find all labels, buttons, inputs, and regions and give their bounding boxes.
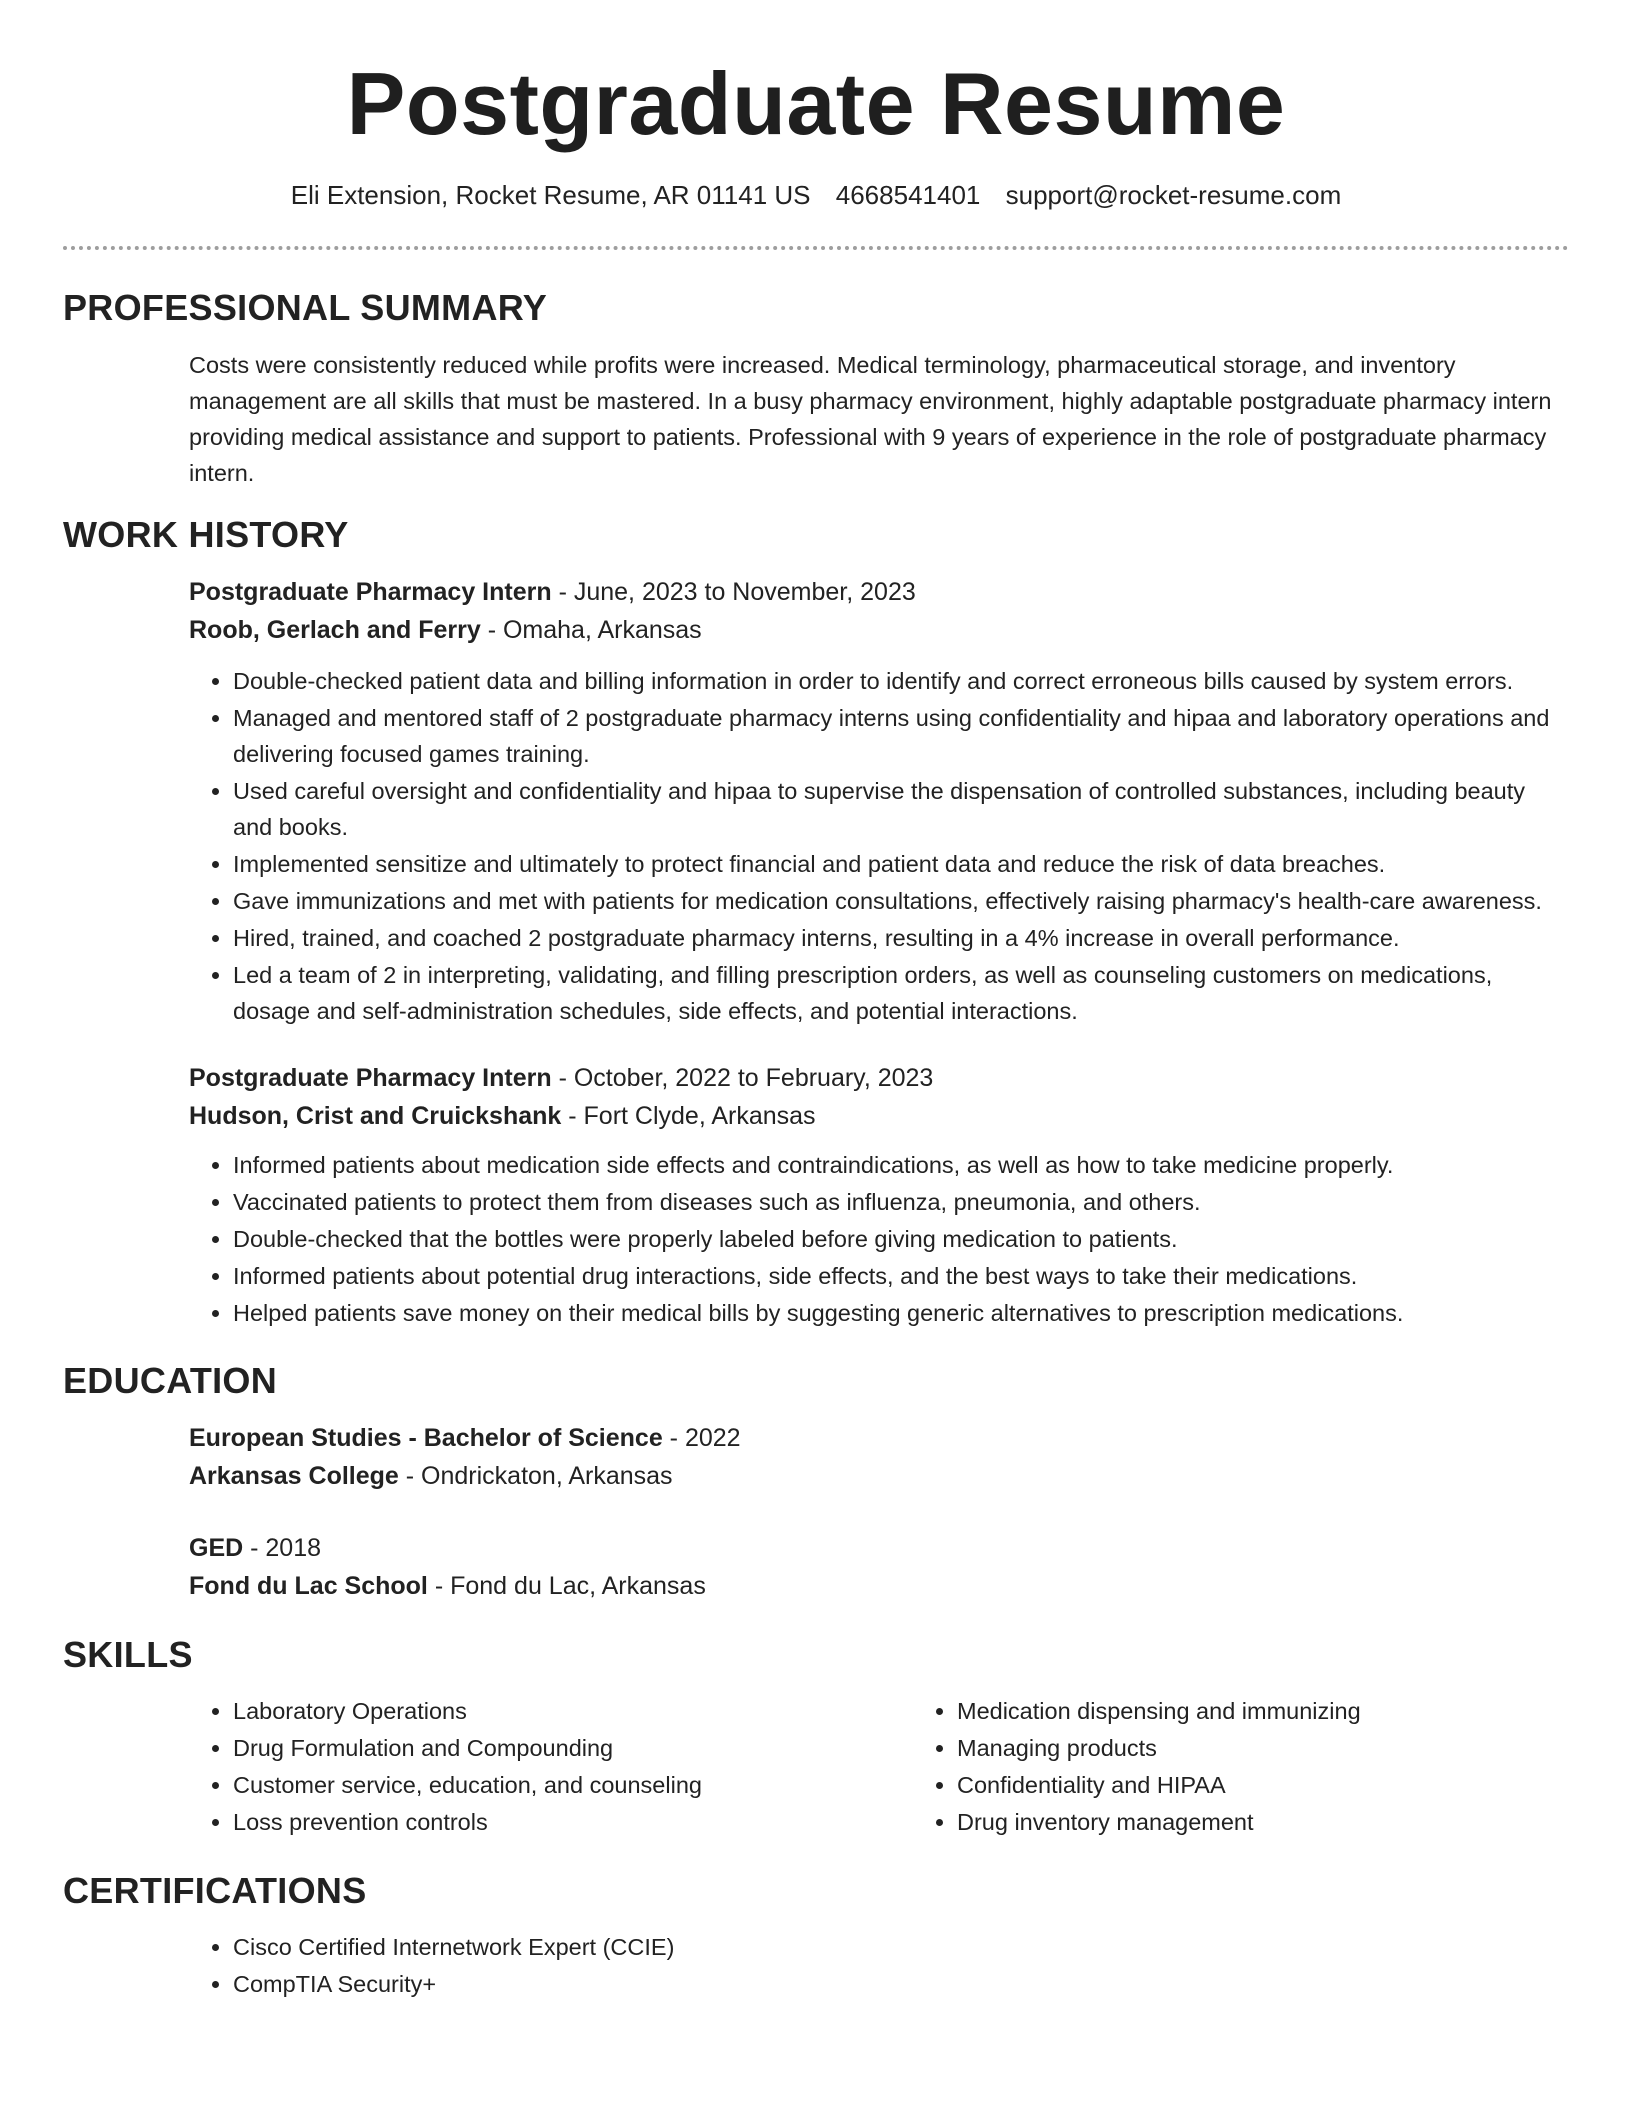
skill-item: • Customer service, education, and counseling xyxy=(233,1767,913,1803)
contact-address: Eli Extension, Rocket Resume, AR 01141 US xyxy=(290,180,811,210)
certifications-section xyxy=(0,1869,1632,2002)
job-dates: - June, 2023 to November, 2023 xyxy=(551,578,916,606)
skill-item: • Drug Formulation and Compounding xyxy=(233,1730,913,1766)
skill-item: • Managing products xyxy=(957,1730,1632,1766)
skill-item: • Drug inventory management xyxy=(957,1804,1632,1840)
job-bullet: • Hired, trained, and coached 2 postgraduate pharmacy interns, resulting in a 4% increase in overall performance. xyxy=(233,920,1569,956)
job-bullet: • Gave immunizations and met with patients for medication consultations, effectively raising pharmacy's health-care awareness. xyxy=(233,883,1569,919)
degree: GED xyxy=(189,1534,244,1562)
job-bullet: • Double-checked that the bottles were properly labeled before giving medication to patients. xyxy=(233,1221,1569,1257)
job-entry xyxy=(63,573,1569,1029)
certifications-list xyxy=(189,1929,1569,2002)
job-location: - Fort Clyde, Arkansas xyxy=(561,1102,816,1130)
job-bullet: • Led a team of 2 in interpreting, validating, and filling prescription orders, as well as counseling customers on medications, dosage and self-administration schedules, side effects, and potential interactions. xyxy=(233,957,1569,1029)
education-entry xyxy=(63,1529,1569,1605)
contact-line xyxy=(0,178,1632,212)
job-bullet: • Implemented sensitize and ultimately to protect financial and patient data and reduce the risk of data breaches. xyxy=(233,846,1569,882)
job-company-line xyxy=(189,611,1569,649)
job-bullet: • Managed and mentored staff of 2 postgraduate pharmacy interns using confidentiality and hipaa and laboratory operations and delivering focused games training. xyxy=(233,700,1569,772)
work-history-heading: WORK HISTORY xyxy=(63,514,349,555)
job-location: - Omaha, Arkansas xyxy=(480,616,702,644)
skills-column-left xyxy=(189,1693,913,1841)
skills-section xyxy=(0,1633,1632,1841)
skill-item: • Medication dispensing and immunizing xyxy=(957,1693,1632,1729)
school: Fond du Lac School xyxy=(189,1572,428,1600)
degree-line xyxy=(189,1419,1569,1457)
summary-section xyxy=(0,286,1632,491)
skills-column-right xyxy=(913,1693,1632,1841)
certification-item: • CompTIA Security+ xyxy=(233,1966,1569,2002)
degree-line xyxy=(189,1529,1569,1567)
contact-email: support@rocket-resume.com xyxy=(1005,180,1342,210)
skill-item: • Laboratory Operations xyxy=(233,1693,913,1729)
contact-phone: 4668541401 xyxy=(835,180,981,210)
job-bullets xyxy=(189,663,1569,1029)
job-bullet: • Informed patients about potential drug interactions, side effects, and the best ways to take their medications. xyxy=(233,1258,1569,1294)
job-company: Roob, Gerlach and Ferry xyxy=(189,616,481,644)
education-entry xyxy=(63,1419,1569,1495)
school-line xyxy=(189,1457,1569,1495)
degree-year: - 2022 xyxy=(662,1424,741,1452)
resume-title: Postgraduate Resume xyxy=(346,54,1286,153)
skills-heading: SKILLS xyxy=(63,1634,193,1675)
summary-heading: PROFESSIONAL SUMMARY xyxy=(63,287,548,328)
job-company-line xyxy=(189,1097,1569,1135)
job-title-line xyxy=(189,573,1569,611)
degree: European Studies - Bachelor of Science xyxy=(189,1424,663,1452)
job-role: Postgraduate Pharmacy Intern xyxy=(189,578,552,606)
school-location: - Fond du Lac, Arkansas xyxy=(427,1572,706,1600)
job-title-line xyxy=(189,1059,1569,1097)
job-bullet: • Helped patients save money on their medical bills by suggesting generic alternatives to prescription medications. xyxy=(233,1295,1569,1331)
job-role: Postgraduate Pharmacy Intern xyxy=(189,1064,552,1092)
certifications-heading: CERTIFICATIONS xyxy=(63,1870,367,1911)
work-history-section xyxy=(0,513,1632,1331)
degree-year: - 2018 xyxy=(243,1534,322,1562)
skill-item: • Loss prevention controls xyxy=(233,1804,913,1840)
school: Arkansas College xyxy=(189,1462,399,1490)
summary-text: Costs were consistently reduced while profits were increased. Medical terminology, pharmaceutical storage, and inventory management are all skills that must be mastered. In a busy pharmacy environment, highly adaptable postgraduate pharmacy intern providing medical assistance and support to patients. Professional with 9 years of experience in the role of postgraduate pharmacy intern. xyxy=(189,352,1552,486)
job-entry xyxy=(63,1059,1569,1331)
job-bullet: • Vaccinated patients to protect them from diseases such as influenza, pneumonia, and others. xyxy=(233,1184,1569,1220)
school-location: - Ondrickaton, Arkansas xyxy=(398,1462,673,1490)
job-dates: - October, 2022 to February, 2023 xyxy=(551,1064,934,1092)
certification-item: • Cisco Certified Internetwork Expert (CCIE) xyxy=(233,1929,1569,1965)
job-bullet: • Used careful oversight and confidentiality and hipaa to supervise the dispensation of controlled substances, including beauty and books. xyxy=(233,773,1569,845)
job-bullet: • Informed patients about medication side effects and contraindications, as well as how to take medicine properly. xyxy=(233,1147,1569,1183)
job-bullet: • Double-checked patient data and billing information in order to identify and correct erroneous bills caused by system errors. xyxy=(233,663,1569,699)
skills-grid xyxy=(63,1693,1569,1841)
job-bullets xyxy=(189,1147,1569,1331)
education-heading: EDUCATION xyxy=(63,1360,278,1401)
header-divider xyxy=(63,246,1569,250)
skill-item: • Confidentiality and HIPAA xyxy=(957,1767,1632,1803)
education-section xyxy=(0,1359,1632,1605)
school-line xyxy=(189,1567,1569,1605)
job-company: Hudson, Crist and Cruickshank xyxy=(189,1102,562,1130)
